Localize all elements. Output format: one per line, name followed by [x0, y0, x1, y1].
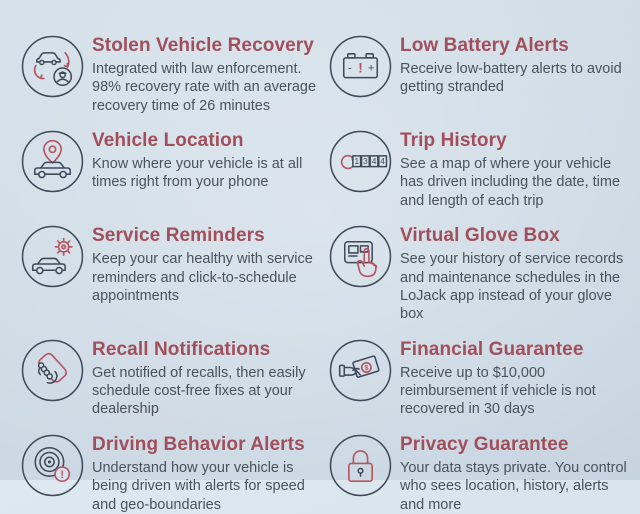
feature-description: Receive up to $10,000 reimbursement if vehicle is not recovered in 30 days: [400, 364, 596, 418]
feature-title: Virtual Glove Box: [400, 225, 560, 247]
feature-text: [92, 33, 322, 115]
feature-text: [400, 223, 630, 324]
feature-privacy-guarantee: [328, 432, 630, 514]
feature-service-reminders: [20, 223, 322, 324]
feature-description: See your history of service records and maintenance schedules in the LoJack app instead of your glove box: [400, 251, 624, 323]
recall-notifications-icon: [20, 338, 85, 403]
stolen-vehicle-recovery-icon: [20, 34, 85, 99]
trip-history-icon: [328, 129, 393, 194]
service-reminders-icon: [20, 224, 85, 289]
battery-alert-glyph: !: [358, 60, 363, 76]
feature-virtual-glove-box: [328, 223, 630, 324]
feature-description: Get notified of recalls, then easily schedule cost-free fixes at your dealership: [92, 364, 306, 418]
feature-title: Vehicle Location: [92, 130, 244, 152]
vehicle-location-icon: [20, 129, 85, 194]
odometer-digit: 4: [380, 156, 386, 167]
feature-trip-history: [328, 128, 630, 210]
dollar-glyph: $: [364, 364, 369, 372]
feature-text: [92, 223, 322, 305]
feature-text: [400, 337, 630, 419]
odometer-digit: 3: [362, 156, 368, 167]
feature-title: Stolen Vehicle Recovery: [92, 35, 314, 56]
feature-text: [92, 128, 322, 192]
feature-driving-behavior-alerts: [20, 432, 322, 514]
feature-low-battery-alerts: [328, 33, 630, 115]
feature-title: Trip History: [400, 130, 507, 152]
feature-title: Recall Notifications: [92, 338, 271, 360]
alert-glyph: !: [60, 468, 64, 481]
driving-behavior-alerts-icon: [20, 433, 85, 498]
feature-title: Privacy Guarantee: [400, 433, 569, 455]
feature-description: Know where your vehicle is at all times right from your phone: [92, 156, 303, 191]
feature-description: Your data stays private. You control who sees location, history, alerts and more: [400, 459, 627, 513]
feature-description: Integrated with law enforcement. 98% recovery rate with an average recovery time of 26 minutes: [92, 60, 317, 114]
feature-description: Understand how your vehicle is being driven with alerts for speed and geo-boundaries: [92, 459, 305, 513]
odometer-digit: 4: [371, 156, 377, 167]
feature-title: Driving Behavior Alerts: [92, 433, 305, 455]
feature-description: See a map of where your vehicle has driven including the date, time and length of each trip: [400, 156, 621, 209]
feature-title: Low Battery Alerts: [400, 35, 569, 56]
virtual-glove-box-icon: [328, 224, 393, 289]
feature-title: Service Reminders: [92, 225, 265, 247]
low-battery-alerts-icon: [328, 34, 393, 99]
feature-title: Financial Guarantee: [400, 338, 584, 360]
feature-description: Receive low-battery alerts to avoid getting stranded: [400, 60, 622, 96]
feature-text: [400, 432, 630, 514]
privacy-guarantee-icon: [328, 433, 393, 498]
battery-minus-glyph: -: [347, 62, 352, 75]
odometer-digit: 1: [354, 156, 360, 167]
battery-plus-glyph: +: [367, 62, 375, 75]
feature-stolen-vehicle-recovery: [20, 33, 322, 115]
feature-text: [92, 432, 322, 514]
feature-recall-notifications: [20, 337, 322, 419]
financial-guarantee-icon: [328, 338, 393, 403]
feature-text: [92, 337, 322, 419]
feature-financial-guarantee: [328, 337, 630, 419]
feature-text: [400, 128, 630, 210]
feature-text: [400, 33, 630, 97]
feature-description: Keep your car healthy with service reminders and click-to-schedule appointments: [92, 251, 313, 304]
feature-vehicle-location: [20, 128, 322, 210]
